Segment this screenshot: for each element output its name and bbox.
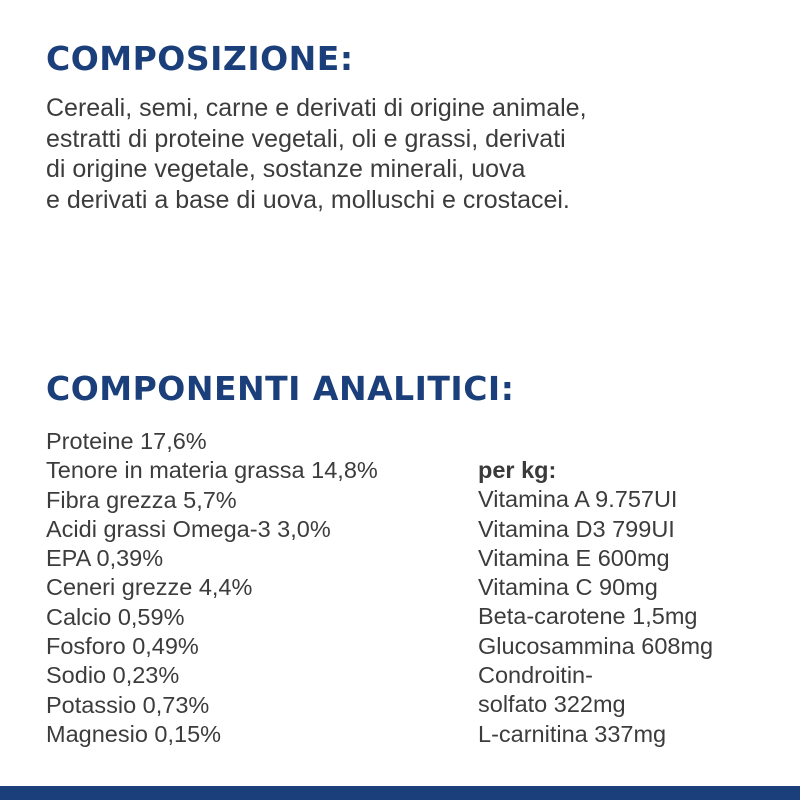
composition-heading: COMPOSIZIONE: [46,39,354,78]
composition-line: Cereali, semi, carne e derivati di origine animale, [46,94,587,122]
per-kg-item: solfato 322mg [478,691,626,718]
per-kg-item: Glucosammina 608mg [478,632,714,659]
analytic-item: Sodio 0,23% [46,662,180,689]
analytic-item: Ceneri grezze 4,4% [46,574,253,601]
analytic-item: Acidi grassi Omega-3 3,0% [46,515,331,542]
composition-line: estratti di proteine vegetali, oli e grassi, derivati [46,124,566,153]
per-kg-item: Vitamina E 600mg [478,544,670,571]
per-kg-item: Beta-carotene 1,5mg [478,603,698,630]
per-kg-item: Vitamina C 90mg [478,574,658,601]
analytic-components-list [46,427,378,749]
per-kg-item: Vitamina A 9.757UI [478,486,678,513]
footer-bar [0,786,800,800]
analytic-item: Fosforo 0,49% [46,633,199,660]
analytic-item: Tenore in materia grassa 14,8% [46,457,378,484]
per-kg-item: Vitamina D3 799UI [478,515,675,542]
per-kg-item: L-carnitina 337mg [478,720,667,747]
analytic-item: EPA 0,39% [46,545,164,572]
composition-text [46,93,786,215]
composition-line: di origine vegetale, sostanze minerali, uova [46,155,526,183]
composition-line: e derivati a base di uova, molluschi e crostacei. [46,185,570,214]
analytic-item: Potassio 0,73% [46,691,210,718]
analytic-item: Fibra grezza 5,7% [46,486,237,513]
analytic-item: Calcio 0,59% [46,603,185,630]
per-kg-list [478,456,713,749]
analytic-item: Proteine 17,6% [46,428,207,454]
per-kg-label: per kg: [478,457,557,483]
per-kg-item: Condroitin- [478,662,593,689]
analytics-heading: COMPONENTI ANALITICI: [46,369,515,408]
analytic-item: Magnesio 0,15% [46,720,222,747]
